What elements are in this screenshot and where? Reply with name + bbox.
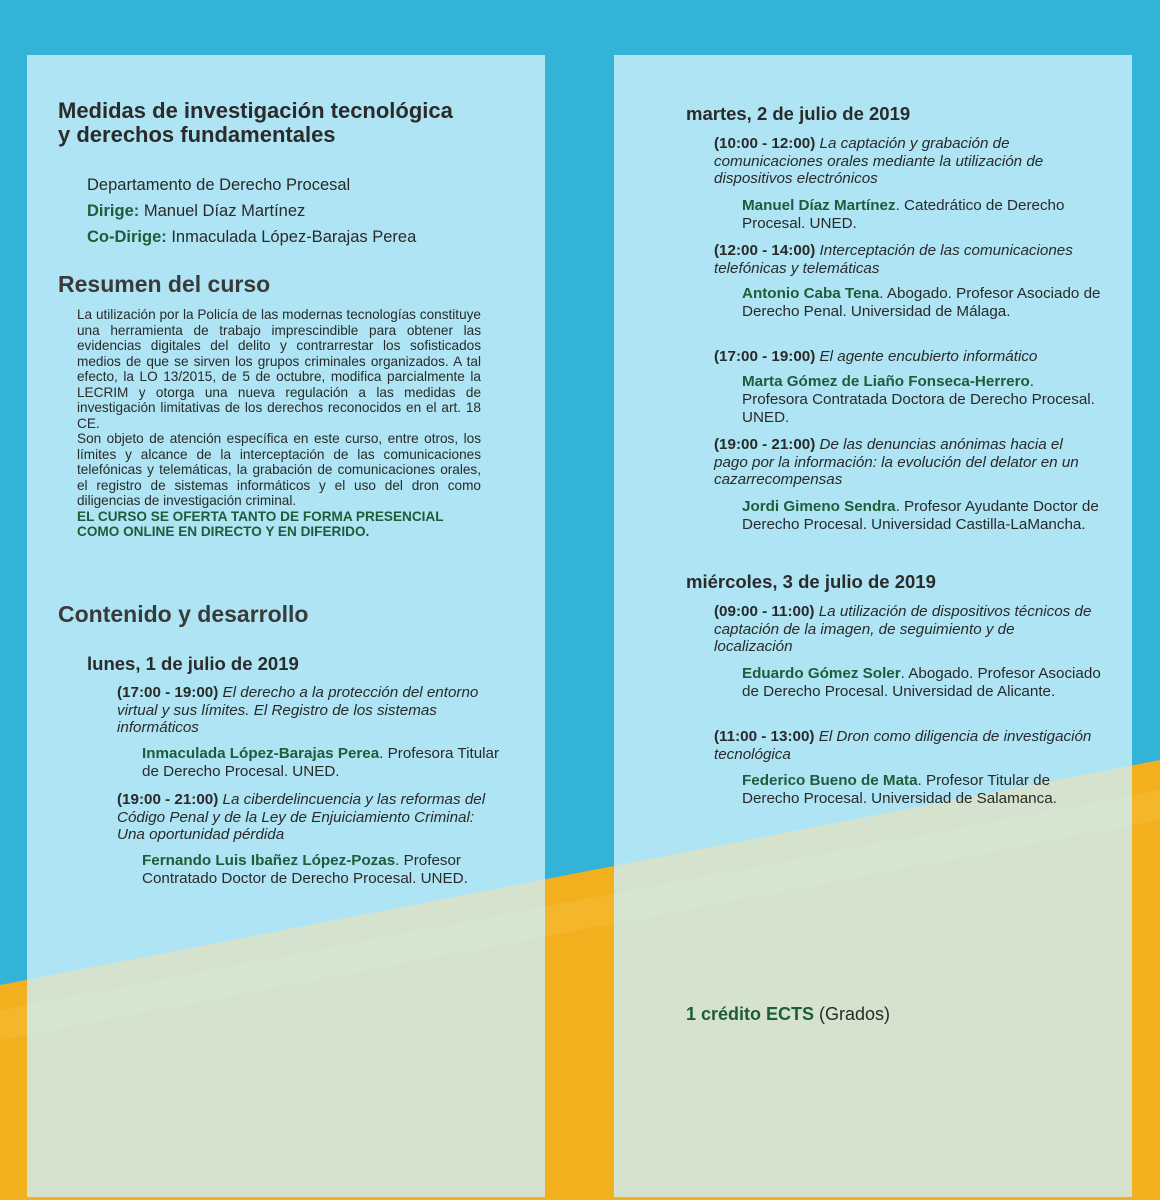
speaker-name: Fernando Luis Ibañez López-Pozas	[142, 852, 396, 869]
speaker-wednesday-2	[742, 772, 1102, 808]
session-tuesday-1	[714, 135, 1094, 188]
summary-callout: EL CURSO SE OFERTA TANTO DE FORMA PRESENCIAL COMO ONLINE EN DIRECTO Y EN DIFERIDO.	[77, 508, 444, 539]
day-heading-wednesday: miércoles, 3 de julio de 2019	[686, 571, 936, 592]
course-title-line-1: Medidas de investigación tecnológica	[58, 98, 453, 123]
speaker-name: Marta Gómez de Liaño Fonseca-Herrero	[742, 373, 1030, 390]
ects-note: (Grados)	[814, 1004, 891, 1024]
speaker-role: . Profesor Titular de Derecho Procesal. Universidad de Salamanca.	[742, 772, 1057, 807]
speaker-name: Eduardo Gómez Soler	[742, 665, 901, 682]
speaker-tuesday-3	[742, 373, 1102, 427]
speaker-name: Inmaculada López-Barajas Perea	[142, 745, 380, 762]
summary-heading: Resumen del curso	[58, 271, 271, 297]
speaker-monday-2	[142, 852, 502, 888]
session-time: (17:00 - 19:00)	[117, 684, 219, 701]
speaker-name: Jordi Gimeno Sendra	[742, 498, 896, 515]
session-time: (09:00 - 11:00)	[714, 603, 815, 620]
session-topic: La ciberdelincuencia y las reformas del Código Penal y de la Ley de Enjuiciamiento Criminal: Una oportunidad pérdida	[117, 791, 486, 843]
speaker-name: Manuel Díaz Martínez	[742, 197, 896, 214]
session-topic: La utilización de dispositivos técnicos de captación de la imagen, de seguimiento y de localización	[714, 603, 1092, 655]
director-line	[87, 201, 305, 221]
director-label: Dirige:	[87, 202, 140, 220]
session-tuesday-3	[714, 348, 1094, 366]
left-panel	[27, 55, 545, 1197]
session-time: (11:00 - 13:00)	[714, 728, 815, 745]
session-topic: El Dron como diligencia de investigación tecnológica	[714, 728, 1092, 763]
ects-amount: 1 crédito ECTS	[686, 1004, 815, 1024]
speaker-tuesday-2	[742, 285, 1102, 321]
session-topic: Interceptación de las comunicaciones telefónicas y telemáticas	[714, 242, 1073, 277]
session-time: (10:00 - 12:00)	[714, 135, 816, 152]
summary-paragraph-1: La utilización por la Policía de las modernas tecnologías constituye una herramienta de trabajo imprescindible para obtener las evidencias digitales del delito y contrarrestar los sofisticados medios de que se sirven los grupos criminales organizados. A tal efecto, la LO 13/2015, de 5 de octubre, modifica parcialmente la LECRIM y otorga una nueva regulación a las medidas de investigación limitativas de los derechos reconocidos en el art. 18 CE.	[77, 307, 481, 431]
speaker-tuesday-1	[742, 197, 1102, 233]
day-heading-monday: lunes, 1 de julio de 2019	[87, 653, 299, 674]
summary-text	[77, 307, 481, 540]
contents-heading: Contenido y desarrollo	[58, 601, 309, 627]
speaker-role: . Profesor Contratado Doctor de Derecho Procesal. UNED.	[142, 852, 468, 887]
day-heading-tuesday: martes, 2 de julio de 2019	[686, 103, 911, 124]
speaker-role: . Catedrático de Derecho Procesal. UNED.	[742, 197, 1065, 232]
speaker-role: . Abogado. Profesor Asociado de Derecho Procesal. Universidad de Alicante.	[742, 665, 1101, 700]
session-time: (19:00 - 21:00)	[714, 436, 816, 453]
department: Departamento de Derecho Procesal	[87, 176, 351, 194]
session-time: (19:00 - 21:00)	[117, 791, 219, 808]
speaker-role: . Abogado. Profesor Asociado de Derecho Penal. Universidad de Málaga.	[742, 285, 1101, 320]
summary-paragraph-2: Son objeto de atención específica en este curso, entre otros, los límites y alcance de la interceptación de las comunicaciones telefónicas y telemáticas, la grabación de comunicaciones orales, el registro de sistemas informáticos y el uso del dron como diligencias de investigación criminal.	[77, 431, 481, 508]
speaker-wednesday-1	[742, 665, 1102, 701]
session-wednesday-2	[714, 728, 1094, 763]
codirector-name: Inmaculada López-Barajas Perea	[171, 228, 417, 246]
speaker-tuesday-4	[742, 498, 1102, 534]
session-tuesday-2	[714, 242, 1094, 277]
ects-credits	[686, 1004, 890, 1025]
director-name: Manuel Díaz Martínez	[143, 202, 306, 220]
speaker-role: . Profesor Ayudante Doctor de Derecho Procesal. Universidad Castilla-LaMancha.	[742, 498, 1099, 533]
session-wednesday-1	[714, 603, 1094, 656]
session-tuesday-4	[714, 436, 1094, 489]
right-panel	[614, 55, 1132, 1197]
session-topic: De las denuncias anónimas hacia el pago por la información: la evolución del delator en un cazarrecompensas	[714, 436, 1079, 488]
speaker-monday-1	[142, 745, 502, 781]
session-time: (12:00 - 14:00)	[714, 242, 816, 259]
course-title-line-2: y derechos fundamentales	[58, 122, 336, 147]
session-time: (17:00 - 19:00)	[714, 348, 816, 365]
codirector-line	[87, 227, 416, 247]
session-topic: La captación y grabación de comunicaciones orales mediante la utilización de dispositivos electrónicos	[714, 135, 1044, 187]
speaker-role: . Profesora Titular de Derecho Procesal. UNED.	[142, 745, 500, 780]
session-monday-2	[117, 791, 497, 844]
course-title	[58, 99, 538, 147]
session-monday-1	[117, 684, 497, 737]
codirector-label: Co-Dirige:	[87, 228, 167, 246]
speaker-name: Antonio Caba Tena	[742, 285, 880, 302]
speaker-name: Federico Bueno de Mata	[742, 772, 918, 789]
session-topic: El derecho a la protección del entorno virtual y sus límites. El Registro de los sistemas informáticos	[117, 684, 479, 736]
session-topic: El agente encubierto informático	[819, 348, 1038, 365]
speaker-role: . Profesora Contratada Doctora de Derecho Procesal. UNED.	[742, 373, 1095, 426]
